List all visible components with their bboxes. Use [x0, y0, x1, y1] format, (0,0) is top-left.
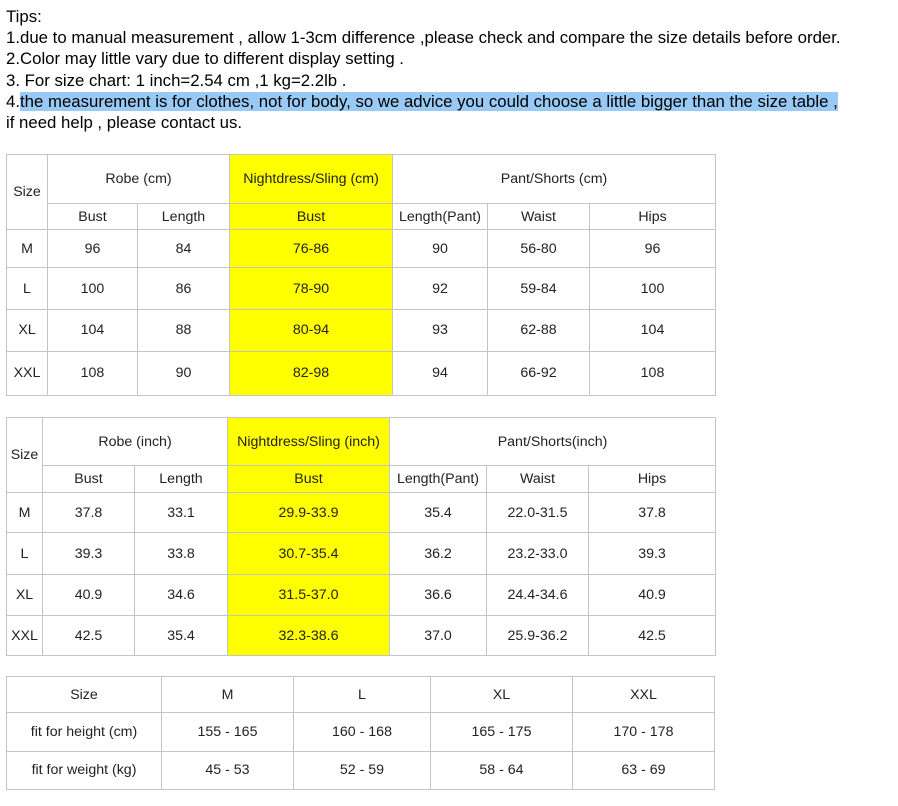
table-cell: 22.0-31.5	[487, 493, 589, 533]
table-cell: 84	[138, 230, 230, 268]
col-header-robe-length: Length	[135, 466, 228, 493]
table-cell: 76-86	[230, 230, 393, 268]
col-header-robe-bust: Bust	[48, 204, 138, 230]
col-header-pant-waist: Waist	[487, 466, 589, 493]
table-row	[7, 230, 716, 268]
table-row	[7, 268, 716, 309]
table-row	[7, 713, 715, 751]
table-cell: 45 - 53	[162, 751, 294, 789]
table-cell: M	[7, 230, 48, 268]
table-row	[7, 677, 715, 713]
tip-line-5: if need help , please contact us.	[6, 112, 243, 132]
tips-block	[6, 6, 896, 133]
table-cell: XXL	[7, 616, 43, 656]
fit-header-xl: XL	[431, 677, 573, 713]
size-table-cm	[6, 154, 716, 396]
col-header-pant-hips: Hips	[590, 204, 716, 230]
table-cell: 33.8	[135, 533, 228, 575]
table-cell: XL	[7, 309, 48, 351]
table-cell: 33.1	[135, 493, 228, 533]
table-cell: 104	[48, 309, 138, 351]
table-cell: 29.9-33.9	[228, 493, 390, 533]
table-cell: 104	[590, 309, 716, 351]
tip-line-4-highlight: the measurement is for clothes, not for body, so we advice you could choose a little bigger than the size table ,	[20, 91, 838, 111]
fit-weight-label: fit for weight (kg)	[7, 751, 162, 789]
tips-title: Tips:	[6, 7, 42, 26]
robe-header: Robe (inch)	[43, 418, 228, 466]
col-header-pant-length: Length(Pant)	[390, 466, 487, 493]
col-header-pant-hips: Hips	[589, 466, 716, 493]
table-cell: 80-94	[230, 309, 393, 351]
nightdress-header: Nightdress/Sling (inch)	[228, 418, 390, 466]
table-row	[7, 309, 716, 351]
col-header-robe-bust: Bust	[43, 466, 135, 493]
col-header-pant-length: Length(Pant)	[393, 204, 488, 230]
table-cell: 42.5	[589, 616, 716, 656]
table-row	[7, 616, 716, 656]
table-row	[7, 533, 716, 575]
table-row	[7, 418, 716, 466]
table-cell: 155 - 165	[162, 713, 294, 751]
nightdress-header: Nightdress/Sling (cm)	[230, 155, 393, 204]
table-cell: 82-98	[230, 351, 393, 395]
table-cell: 66-92	[488, 351, 590, 395]
tip-line-2: 2.Color may little vary due to different display setting .	[6, 49, 404, 69]
table-cell: 37.8	[589, 493, 716, 533]
table-row	[7, 751, 715, 789]
pant-header: Pant/Shorts(inch)	[390, 418, 716, 466]
table-cell: 42.5	[43, 616, 135, 656]
table-cell: 108	[590, 351, 716, 395]
table-cell: 78-90	[230, 268, 393, 309]
table-cell: 39.3	[589, 533, 716, 575]
table-row	[7, 351, 716, 395]
fit-header-xxl: XXL	[573, 677, 715, 713]
table-cell: XL	[7, 575, 43, 616]
table-cell: 93	[393, 309, 488, 351]
table-cell: 86	[138, 268, 230, 309]
table-cell: 100	[590, 268, 716, 309]
tip-line-4	[6, 91, 896, 112]
tip-line-1: 1.due to manual measurement , allow 1-3cm difference ,please check and compare the size details before order.	[6, 28, 841, 48]
col-header-nightdress-bust: Bust	[230, 204, 393, 230]
table-row	[7, 575, 716, 616]
table-row	[7, 155, 716, 204]
table-cell: 37.8	[43, 493, 135, 533]
table-cell: 62-88	[488, 309, 590, 351]
fit-height-label: fit for height (cm)	[7, 713, 162, 751]
table-cell: 96	[48, 230, 138, 268]
table-cell: 63 - 69	[573, 751, 715, 789]
table-cell: 31.5-37.0	[228, 575, 390, 616]
table-cell: XXL	[7, 351, 48, 395]
table-cell: 37.0	[390, 616, 487, 656]
fit-header-size: Size	[7, 677, 162, 713]
table-cell: 23.2-33.0	[487, 533, 589, 575]
table-cell: L	[7, 268, 48, 309]
size-header: Size	[7, 155, 48, 230]
table-cell: 90	[138, 351, 230, 395]
table-cell: 59-84	[488, 268, 590, 309]
fit-table	[6, 676, 715, 790]
table-cell: 35.4	[390, 493, 487, 533]
table-cell: 160 - 168	[294, 713, 431, 751]
table-cell: 24.4-34.6	[487, 575, 589, 616]
table-cell: 165 - 175	[431, 713, 573, 751]
table-cell: 52 - 59	[294, 751, 431, 789]
size-header: Size	[7, 418, 43, 493]
table-cell: 32.3-38.6	[228, 616, 390, 656]
col-header-robe-length: Length	[138, 204, 230, 230]
table-cell: 90	[393, 230, 488, 268]
fit-header-l: L	[294, 677, 431, 713]
table-cell: 88	[138, 309, 230, 351]
pant-header: Pant/Shorts (cm)	[393, 155, 716, 204]
table-cell: 170 - 178	[573, 713, 715, 751]
table-cell: 94	[393, 351, 488, 395]
robe-header: Robe (cm)	[48, 155, 230, 204]
table-row	[7, 204, 716, 230]
table-cell: 40.9	[43, 575, 135, 616]
table-cell: 58 - 64	[431, 751, 573, 789]
tip-line-4-prefix: 4.	[6, 91, 20, 111]
table-cell: 36.2	[390, 533, 487, 575]
table-cell: 92	[393, 268, 488, 309]
table-cell: 35.4	[135, 616, 228, 656]
table-cell: 39.3	[43, 533, 135, 575]
table-cell: M	[7, 493, 43, 533]
fit-header-m: M	[162, 677, 294, 713]
table-cell: 34.6	[135, 575, 228, 616]
table-cell: 96	[590, 230, 716, 268]
table-cell: 25.9-36.2	[487, 616, 589, 656]
col-header-nightdress-bust: Bust	[228, 466, 390, 493]
table-cell: 36.6	[390, 575, 487, 616]
col-header-pant-waist: Waist	[488, 204, 590, 230]
table-cell: 30.7-35.4	[228, 533, 390, 575]
table-cell: L	[7, 533, 43, 575]
table-cell: 100	[48, 268, 138, 309]
table-cell: 108	[48, 351, 138, 395]
table-cell: 56-80	[488, 230, 590, 268]
tip-line-3: 3. For size chart: 1 inch=2.54 cm ,1 kg=2.2lb .	[6, 70, 347, 90]
table-cell: 40.9	[589, 575, 716, 616]
table-row	[7, 466, 716, 493]
size-table-inch	[6, 417, 716, 656]
table-row	[7, 493, 716, 533]
